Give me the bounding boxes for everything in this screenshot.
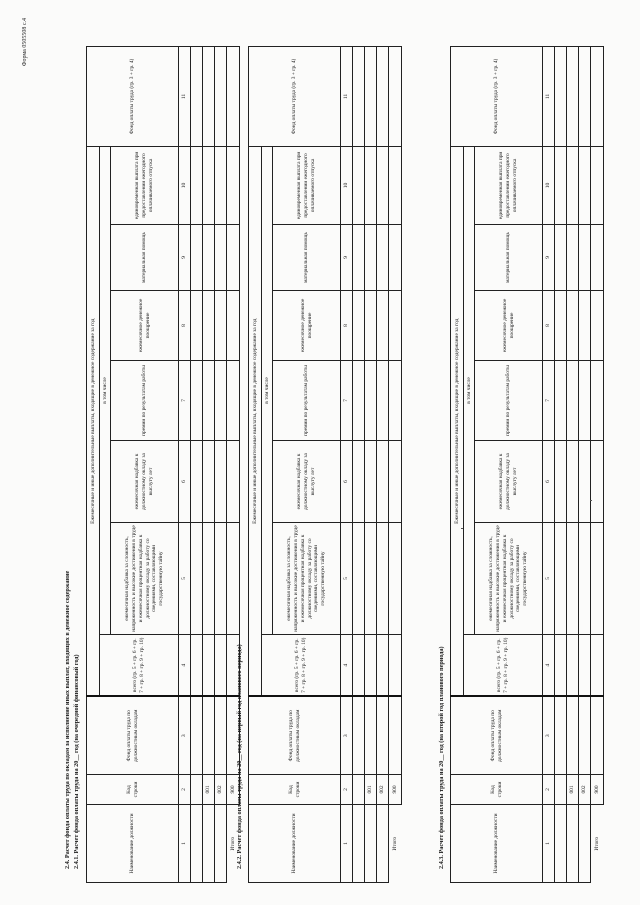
- value-cell[interactable]: [203, 523, 215, 635]
- col5-header: ежемесячная надбавка за сложность, напряженность и высокие достижения в труде и ежемесячная процентная надбавка к должностному окладу за работу со сведениями, составляющими государственную тайну: [111, 523, 179, 635]
- column-number: 6: [179, 441, 191, 523]
- table-row: [377, 46, 389, 882]
- position-name-cell[interactable]: [365, 805, 377, 883]
- column-number: 4: [543, 635, 555, 697]
- value-cell[interactable]: [191, 697, 203, 775]
- total-code: 900: [227, 775, 240, 805]
- value-cell[interactable]: [203, 291, 215, 361]
- row-code-cell: 001: [365, 775, 377, 805]
- col6-header: ежемесячная надбавка к должностному окладу за выслугу лет: [273, 441, 341, 523]
- value-cell[interactable]: [365, 225, 377, 291]
- total-value-cell[interactable]: [389, 146, 402, 224]
- payroll-table: [248, 46, 402, 883]
- column-number: 3: [341, 697, 353, 775]
- value-cell[interactable]: [579, 291, 591, 361]
- value-cell[interactable]: [579, 361, 591, 441]
- payroll-table: [450, 46, 604, 883]
- value-cell[interactable]: [567, 697, 579, 775]
- column-number: 6: [341, 441, 353, 523]
- position-name-cell[interactable]: [353, 805, 365, 883]
- col9-header: материальная помощь: [111, 225, 179, 291]
- column-number: 2: [543, 775, 555, 805]
- value-cell[interactable]: [555, 441, 567, 523]
- value-cell[interactable]: [555, 361, 567, 441]
- column-number: 6: [543, 441, 555, 523]
- total-column-header: всего (гр. 5 + гр. 6 + гр. 7 + гр. 8 + гр. 9 + гр. 10): [464, 635, 543, 697]
- value-cell[interactable]: [353, 635, 365, 697]
- row-code-cell: 001: [203, 775, 215, 805]
- row-code-cell: [353, 775, 365, 805]
- row-code-cell: 002: [377, 775, 389, 805]
- column-number: 7: [179, 361, 191, 441]
- column-numbers-row: [179, 46, 191, 882]
- column-number: 5: [543, 523, 555, 635]
- col5-header: ежемесячная надбавка за сложность, напряженность и высокие достижения в труде и ежемесячная процентная надбавка к должностному окладу за работу со сведениями, составляющими государственную тайну: [273, 523, 341, 635]
- value-cell[interactable]: [215, 291, 227, 361]
- value-cell[interactable]: [567, 441, 579, 523]
- value-cell[interactable]: [215, 361, 227, 441]
- column-number: 9: [179, 225, 191, 291]
- salary-fund-header: Фонд оплаты труда по должностным окладам: [451, 697, 543, 775]
- value-cell[interactable]: [365, 697, 377, 775]
- total-value-cell[interactable]: [227, 441, 240, 523]
- value-cell[interactable]: [353, 361, 365, 441]
- in-that-number-header: в том числе: [262, 146, 273, 634]
- row-code-cell: 002: [215, 775, 227, 805]
- position-name-header: Наименование должности: [249, 805, 341, 883]
- value-cell[interactable]: [579, 46, 591, 146]
- value-cell[interactable]: [365, 46, 377, 146]
- value-cell[interactable]: [377, 697, 389, 775]
- column-numbers-row: [341, 46, 353, 882]
- subsection-title: 2.4.1. Расчет фонда оплаты труда на 20__ год (на очередной финансовый год): [73, 654, 80, 869]
- total-value-cell[interactable]: [227, 361, 240, 441]
- value-cell[interactable]: [555, 523, 567, 635]
- column-number: 4: [341, 635, 353, 697]
- value-cell[interactable]: [353, 225, 365, 291]
- row-code-cell: [555, 775, 567, 805]
- value-cell[interactable]: [365, 291, 377, 361]
- total-value-cell[interactable]: [227, 225, 240, 291]
- total-label: Итого: [227, 805, 240, 883]
- column-number: 5: [179, 523, 191, 635]
- col8-header: ежемесячное денежное поощрение: [475, 291, 543, 361]
- value-cell[interactable]: [353, 291, 365, 361]
- value-cell[interactable]: [353, 697, 365, 775]
- value-cell[interactable]: [365, 441, 377, 523]
- value-cell[interactable]: [579, 146, 591, 224]
- col8-header: ежемесячное денежное поощрение: [111, 291, 179, 361]
- value-cell[interactable]: [203, 146, 215, 224]
- in-that-number-header: в том числе: [100, 146, 111, 634]
- table-row: [579, 46, 591, 882]
- value-cell[interactable]: [191, 146, 203, 224]
- column-number: 9: [341, 225, 353, 291]
- section-title: 2.4. Расчет фонда оплаты труда по окладам за исполнение иных выплат, входящих в денежное содержание: [64, 570, 71, 869]
- value-cell[interactable]: [215, 697, 227, 775]
- table-row: [555, 46, 567, 882]
- value-cell[interactable]: [353, 523, 365, 635]
- value-cell[interactable]: [353, 46, 365, 146]
- payroll-table: [86, 46, 240, 883]
- group-header: Ежемесячные и иные дополнительные выплаты, входящие в денежное содержание за год: [87, 146, 100, 696]
- payroll-header: Фонд оплаты труда (гр. 3 + гр. 4): [451, 46, 543, 146]
- col9-header: материальная помощь: [273, 225, 341, 291]
- column-number: 5: [341, 523, 353, 635]
- value-cell[interactable]: [555, 225, 567, 291]
- position-name-cell[interactable]: [567, 805, 579, 883]
- value-cell[interactable]: [555, 291, 567, 361]
- col7-header: премии по результатам работы: [475, 361, 543, 441]
- column-number: 3: [543, 697, 555, 775]
- total-row: [591, 46, 604, 882]
- group-header: Ежемесячные и иные дополнительные выплаты, входящие в денежное содержание за год: [249, 146, 262, 696]
- value-cell[interactable]: [191, 46, 203, 146]
- value-cell[interactable]: [377, 291, 389, 361]
- table-row: [365, 46, 377, 882]
- value-cell[interactable]: [579, 441, 591, 523]
- value-cell[interactable]: [579, 225, 591, 291]
- row-code-cell: [191, 775, 203, 805]
- col7-header: премии по результатам работы: [111, 361, 179, 441]
- table-row: [191, 46, 203, 882]
- value-cell[interactable]: [567, 46, 579, 146]
- total-label: Итого: [591, 805, 604, 883]
- col10-header: единовременная выплата при предоставлении ежегодного оплачиваемого отпуска: [111, 146, 179, 224]
- group-header: Ежемесячные и иные дополнительные выплаты, входящие в денежное содержание за год: [451, 146, 464, 696]
- total-value-cell[interactable]: [389, 441, 402, 523]
- row-code-cell: 002: [579, 775, 591, 805]
- column-number: 11: [179, 46, 191, 146]
- col8-header: ежемесячное денежное поощрение: [273, 291, 341, 361]
- total-column-header: всего (гр. 5 + гр. 6 + гр. 7 + гр. 8 + гр. 9 + гр. 10): [100, 635, 179, 697]
- position-name-cell[interactable]: [203, 805, 215, 883]
- value-cell[interactable]: [377, 225, 389, 291]
- column-number: 10: [179, 146, 191, 224]
- total-value-cell[interactable]: [389, 697, 402, 775]
- value-cell[interactable]: [203, 46, 215, 146]
- value-cell[interactable]: [365, 523, 377, 635]
- total-value-cell[interactable]: [227, 523, 240, 635]
- total-value-cell[interactable]: [591, 523, 604, 635]
- row-code-cell: 001: [567, 775, 579, 805]
- col6-header: ежемесячная надбавка к должностному окладу за выслугу лет: [111, 441, 179, 523]
- value-cell[interactable]: [579, 523, 591, 635]
- column-number: 1: [341, 805, 353, 883]
- column-number: 11: [341, 46, 353, 146]
- column-number: 10: [543, 146, 555, 224]
- value-cell[interactable]: [215, 225, 227, 291]
- column-number: 7: [341, 361, 353, 441]
- value-cell[interactable]: [191, 225, 203, 291]
- value-cell[interactable]: [215, 635, 227, 697]
- row-code-header: Код строки: [87, 775, 179, 805]
- column-number: 3: [179, 697, 191, 775]
- value-cell[interactable]: [203, 635, 215, 697]
- payroll-header: Фонд оплаты труда (гр. 3 + гр. 4): [87, 46, 179, 146]
- value-cell[interactable]: [555, 635, 567, 697]
- position-name-header: Наименование должности: [451, 805, 543, 883]
- value-cell[interactable]: [579, 697, 591, 775]
- value-cell[interactable]: [215, 46, 227, 146]
- value-cell[interactable]: [203, 441, 215, 523]
- value-cell[interactable]: [365, 635, 377, 697]
- value-cell[interactable]: [203, 697, 215, 775]
- value-cell[interactable]: [555, 697, 567, 775]
- table-row: [353, 46, 365, 882]
- table-row: [215, 46, 227, 882]
- value-cell[interactable]: [203, 225, 215, 291]
- column-number: 2: [179, 775, 191, 805]
- value-cell[interactable]: [555, 146, 567, 224]
- total-value-cell[interactable]: [389, 225, 402, 291]
- position-name-cell[interactable]: [215, 805, 227, 883]
- value-cell[interactable]: [567, 146, 579, 224]
- value-cell[interactable]: [377, 441, 389, 523]
- total-label: Итого: [389, 805, 402, 883]
- total-value-cell[interactable]: [389, 46, 402, 146]
- column-number: 8: [179, 291, 191, 361]
- col9-header: материальная помощь: [475, 225, 543, 291]
- salary-fund-header: Фонд оплаты труда по должностным окладам: [249, 697, 341, 775]
- col10-header: единовременная выплата при предоставлении ежегодного оплачиваемого отпуска: [273, 146, 341, 224]
- value-cell[interactable]: [377, 523, 389, 635]
- total-value-cell[interactable]: [591, 361, 604, 441]
- column-number: 9: [543, 225, 555, 291]
- total-value-cell[interactable]: [227, 46, 240, 146]
- value-cell[interactable]: [567, 635, 579, 697]
- position-name-cell[interactable]: [579, 805, 591, 883]
- col6-header: ежемесячная надбавка к должностному окладу за выслугу лет: [475, 441, 543, 523]
- value-cell[interactable]: [377, 635, 389, 697]
- total-value-cell[interactable]: [591, 146, 604, 224]
- total-value-cell[interactable]: [591, 441, 604, 523]
- total-value-cell[interactable]: [227, 291, 240, 361]
- value-cell[interactable]: [567, 361, 579, 441]
- column-number: 2: [341, 775, 353, 805]
- value-cell[interactable]: [579, 635, 591, 697]
- table-row: [203, 46, 215, 882]
- total-value-cell[interactable]: [227, 146, 240, 224]
- value-cell[interactable]: [377, 46, 389, 146]
- value-cell[interactable]: [365, 361, 377, 441]
- column-number: 1: [179, 805, 191, 883]
- value-cell[interactable]: [203, 361, 215, 441]
- payroll-header: Фонд оплаты труда (гр. 3 + гр. 4): [249, 46, 341, 146]
- value-cell[interactable]: [555, 46, 567, 146]
- total-column-header: всего (гр. 5 + гр. 6 + гр. 7 + гр. 8 + гр. 9 + гр. 10): [262, 635, 341, 697]
- column-number: 10: [341, 146, 353, 224]
- value-cell[interactable]: [377, 361, 389, 441]
- value-cell[interactable]: [215, 441, 227, 523]
- value-cell[interactable]: [191, 523, 203, 635]
- form-code: Форма 0505508 с.4: [22, 18, 28, 67]
- position-name-cell[interactable]: [377, 805, 389, 883]
- total-value-cell[interactable]: [591, 635, 604, 697]
- value-cell[interactable]: [353, 441, 365, 523]
- total-value-cell[interactable]: [389, 635, 402, 697]
- col5-header: ежемесячная надбавка за сложность, напряженность и высокие достижения в труде и ежемесячная процентная надбавка к должностному окладу за работу со сведениями, составляющими государственную тайну: [475, 523, 543, 635]
- subsection-title: 2.4.3. Расчет фонда оплаты труда на 20__ год (на второй год планового периода): [438, 646, 445, 869]
- column-number: 8: [543, 291, 555, 361]
- scan-speck: [461, 528, 463, 529]
- total-value-cell[interactable]: [591, 291, 604, 361]
- value-cell[interactable]: [191, 635, 203, 697]
- position-name-cell[interactable]: [191, 805, 203, 883]
- total-value-cell[interactable]: [591, 46, 604, 146]
- in-that-number-header: в том числе: [464, 146, 475, 634]
- scan-speck: [590, 500, 592, 501]
- value-cell[interactable]: [365, 146, 377, 224]
- total-value-cell[interactable]: [389, 523, 402, 635]
- column-number: 8: [341, 291, 353, 361]
- value-cell[interactable]: [567, 291, 579, 361]
- column-number: 7: [543, 361, 555, 441]
- value-cell[interactable]: [353, 146, 365, 224]
- total-value-cell[interactable]: [591, 225, 604, 291]
- value-cell[interactable]: [191, 361, 203, 441]
- column-numbers-row: [543, 46, 555, 882]
- subsection-title: 2.4.2. Расчет фонда оплаты труда на 20__ год (на первый год планового периода): [236, 644, 243, 869]
- total-row: [389, 46, 402, 882]
- column-number: 1: [543, 805, 555, 883]
- col10-header: единовременная выплата при предоставлении ежегодного оплачиваемого отпуска: [475, 146, 543, 224]
- value-cell[interactable]: [191, 441, 203, 523]
- value-cell[interactable]: [191, 291, 203, 361]
- salary-fund-header: Фонд оплаты труда по должностным окладам: [87, 697, 179, 775]
- column-number: 11: [543, 46, 555, 146]
- row-code-header: Код строки: [249, 775, 341, 805]
- row-code-header: Код строки: [451, 775, 543, 805]
- value-cell[interactable]: [567, 225, 579, 291]
- value-cell[interactable]: [377, 146, 389, 224]
- col7-header: премии по результатам работы: [273, 361, 341, 441]
- total-value-cell[interactable]: [389, 291, 402, 361]
- column-number: 4: [179, 635, 191, 697]
- total-value-cell[interactable]: [389, 361, 402, 441]
- value-cell[interactable]: [567, 523, 579, 635]
- total-code: 900: [591, 775, 604, 805]
- value-cell[interactable]: [215, 146, 227, 224]
- table-row: [567, 46, 579, 882]
- position-name-cell[interactable]: [555, 805, 567, 883]
- value-cell[interactable]: [215, 523, 227, 635]
- total-code: 900: [389, 775, 402, 805]
- position-name-header: Наименование должности: [87, 805, 179, 883]
- total-value-cell[interactable]: [591, 697, 604, 775]
